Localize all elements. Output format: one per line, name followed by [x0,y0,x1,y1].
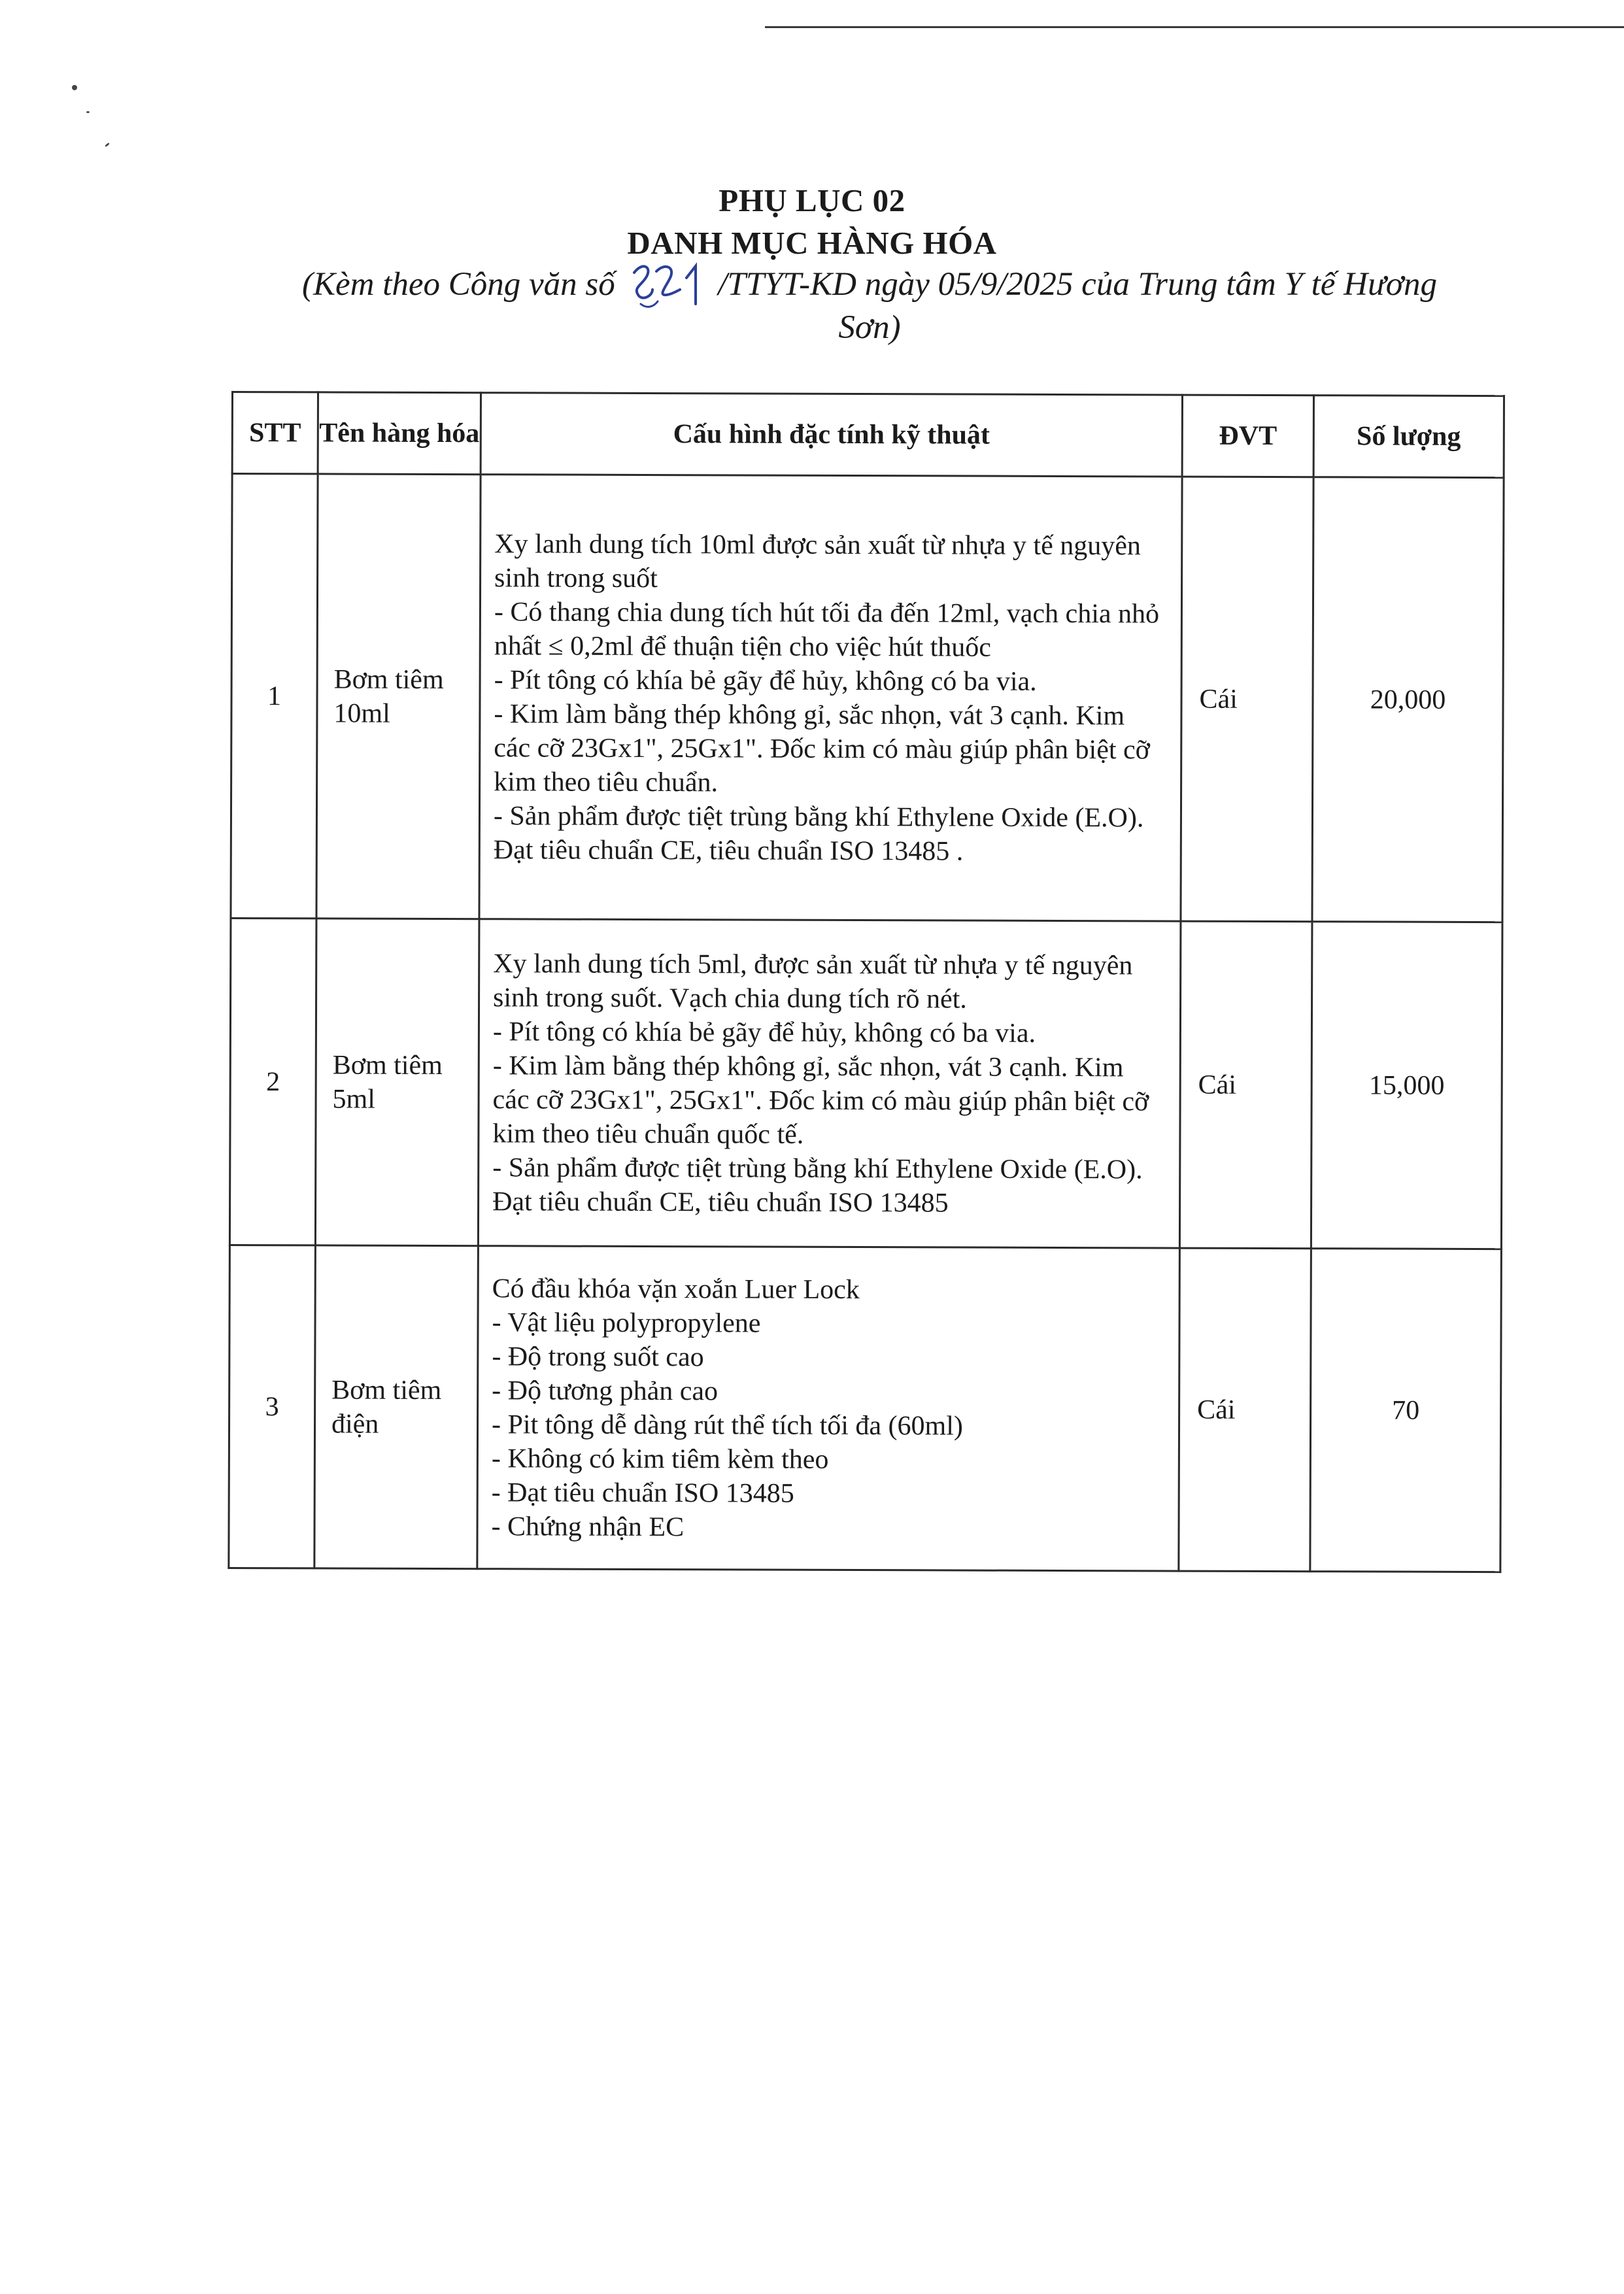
row-quantity: 20,000 [1312,477,1504,922]
row-item-name: Bơm tiêm 5ml [315,919,479,1246]
scan-edge-line [765,26,1624,28]
row-stt: 1 [231,474,318,919]
table-row [229,919,1502,1249]
row-unit: Cái [1179,1248,1311,1572]
spec-line: - Không có kim tiêm kèm theo [491,1443,829,1475]
document-title: DANH MỤC HÀNG HÓA [627,225,997,261]
spec-line: - Sản phẩm được tiệt trùng bằng khí Ethylene Oxide (E.O). Đạt tiêu chuẩn CE, tiêu chuẩn ISO 13485 . [493,800,1144,867]
spec-line: Có đầu khóa vặn xoắn Luer Lock [492,1273,860,1305]
spec-line: - Có thang chia dung tích hút tối đa đến 12ml, vạch chia nhỏ nhất ≤ 0,2ml để thuận tiện cho việc hút thuốc [494,596,1160,663]
goods-table [228,391,1505,1573]
handwritten-number-signature [628,265,706,301]
spec-line: - Độ tương phản cao [492,1375,719,1406]
row-stt: 2 [229,919,316,1245]
reference-subtitle [268,263,1471,349]
scan-speck [72,85,77,90]
scan-speck [105,143,110,147]
spec-line: - Đạt tiêu chuẩn ISO 13485 [491,1477,794,1509]
spec-line: - Kim làm bằng thép không gỉ, sắc nhọn, vát 3 cạnh. Kim các cỡ 23Gx1", 25Gx1". Đốc kim có màu giúp phân biệt cỡ kim theo tiêu chuẩn. [494,698,1150,798]
spec-line: - Sản phẩm được tiệt trùng bằng khí Ethylene Oxide (E.O). Đạt tiêu chuẩn CE, tiêu chuẩn ISO 13485 [492,1152,1143,1218]
spec-line: Xy lanh dung tích 5ml, được sản xuất từ nhựa y tế nguyên sinh trong suốt. Vạch chia dung tích rõ nét. [493,948,1133,1015]
subtitle-suffix: /TTYT-KD ngày 05/9/2025 của Trung tâm Y tế Hương Sơn) [718,266,1437,346]
spec-line: - Vật liệu polypropylene [492,1307,761,1339]
appendix-heading: PHỤ LỤC 02 [719,182,905,218]
spec-line: Xy lanh dung tích 10ml được sản xuất từ nhựa y tế nguyên sinh trong suốt [494,528,1142,594]
row-item-name: Bơm tiêm điện [314,1245,479,1569]
spec-line: - Pit tông dễ dàng rút thể tích tối đa (60ml) [491,1409,963,1442]
row-unit: Cái [1179,921,1312,1249]
row-quantity: 70 [1310,1249,1502,1572]
subtitle-prefix: (Kèm theo Công văn số [302,266,615,303]
scan-speck [86,111,90,113]
table-row [229,1245,1502,1572]
row-spec [477,1246,1180,1571]
row-quantity: 15,000 [1311,922,1502,1249]
spec-line: - Chứng nhận EC [491,1511,685,1542]
col-unit-header: ĐVT [1182,395,1313,477]
spec-line: - Kim làm bằng thép không gỉ, sắc nhọn, vát 3 cạnh. Kim các cỡ 23Gx1", 25Gx1". Đốc kim có màu giúp phân biệt cỡ kim theo tiêu chuẩn quốc tế. [492,1050,1149,1150]
table-row [231,474,1504,922]
spec-line: - Độ trong suốt cao [492,1341,704,1372]
col-stt-header: STT [232,392,318,474]
col-name-header: Tên hàng hóa [318,392,481,475]
row-item-name: Bơm tiêm 10ml [316,474,481,919]
spec-line: - Pít tông có khía bẻ gãy để hủy, không có ba via. [494,664,1037,697]
col-qty-header: Số lượng [1313,396,1504,478]
row-unit: Cái [1181,477,1313,922]
row-spec [479,475,1182,921]
row-stt: 3 [229,1245,316,1568]
col-spec-header: Cấu hình đặc tính kỹ thuật [481,393,1182,477]
row-spec [478,919,1181,1248]
spec-line: - Pít tông có khía bẻ gãy để hủy, không có ba via. [492,1016,1036,1049]
table-header-row [232,392,1504,478]
